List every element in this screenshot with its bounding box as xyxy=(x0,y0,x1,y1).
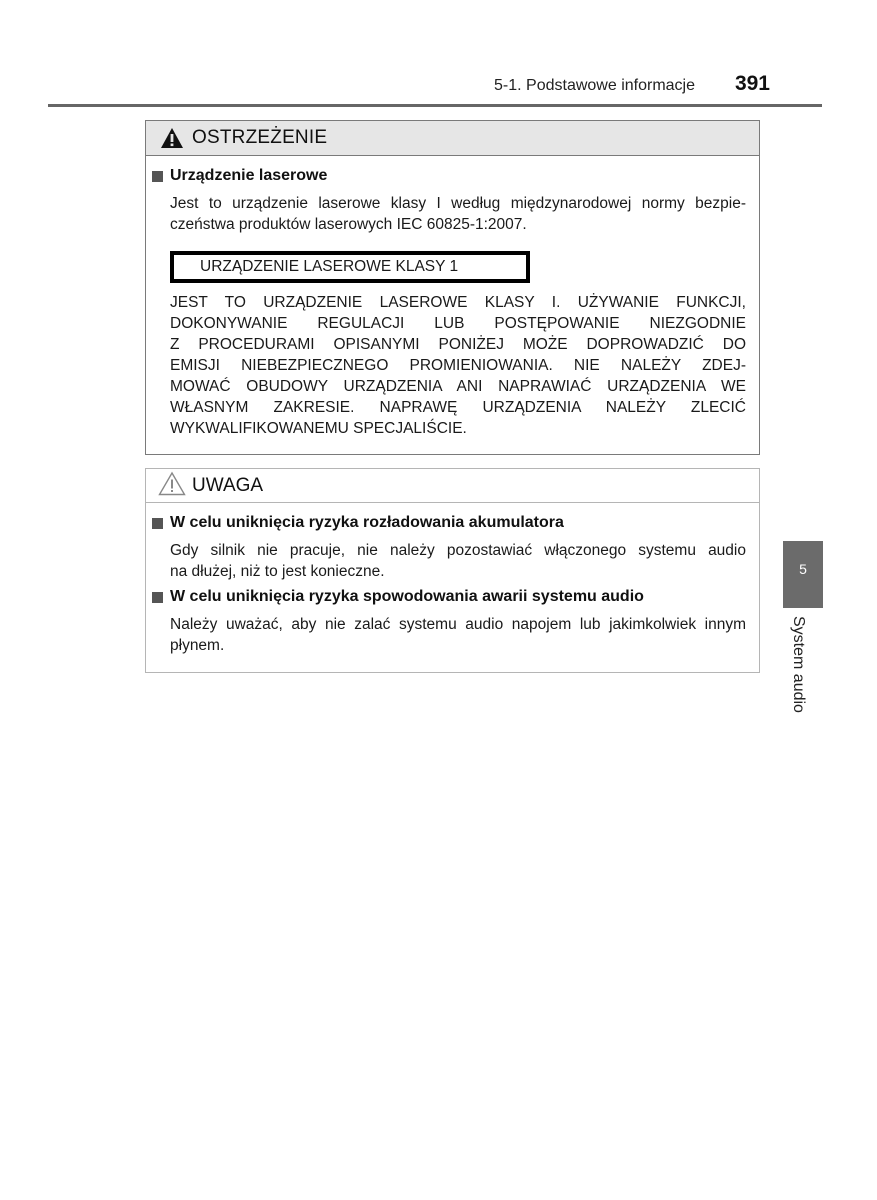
page-header xyxy=(48,70,822,107)
paragraph-line: czeństwa produktów laserowych IEC 60825-1:2007. xyxy=(170,216,527,233)
section-title: 5-1. Podstawowe informacje xyxy=(494,77,695,94)
paragraph-line: płynem. xyxy=(170,637,225,654)
laser-caution-text xyxy=(170,292,746,439)
bullet-square-icon xyxy=(152,518,163,529)
caps-line: MOWAĆ OBUDOWY URZĄDZENIA ANI NAPRAWIAĆ URZĄDZENIA WE xyxy=(170,378,746,395)
notice-header xyxy=(146,469,759,503)
caps-line: Z PROCEDURAMI OPISANYMI PONIŻEJ MOŻE DOPROWADZIĆ DO xyxy=(170,336,746,353)
caps-line: JEST TO URZĄDZENIE LASEROWE KLASY I. UŻYWANIE FUNKCJI, xyxy=(170,294,746,311)
warning-box xyxy=(145,120,760,455)
paragraph-line: na dłużej, niż to jest konieczne. xyxy=(170,563,385,580)
item-heading-text: Urządzenie laserowe xyxy=(170,167,328,184)
paragraph-line: Gdy silnik nie pracuje, nie należy pozostawiać włączonego systemu audio xyxy=(170,542,746,559)
page-number: 391 xyxy=(734,72,770,95)
caps-line: EMISJI NIEBEZPIECZNEGO PROMIENIOWANIA. NIE NALEŻY ZDEJ- xyxy=(170,357,746,374)
caps-line: WŁASNYM ZAKRESIE. NAPRAWĘ URZĄDZENIA NALEŻY ZLECIĆ xyxy=(170,399,746,416)
caps-line: DOKONYWANIE REGULACJI LUB POSTĘPOWANIE NIEZGODNIE xyxy=(170,315,746,332)
bullet-square-icon xyxy=(152,171,163,182)
item-heading-text: W celu uniknięcia ryzyka spowodowania awarii systemu audio xyxy=(170,588,644,605)
item-heading-malfunction xyxy=(152,588,644,606)
paragraph-line: Należy uważać, aby nie zalać systemu audio napojem lub jakimkolwiek innym xyxy=(170,616,746,633)
notice-title: UWAGA xyxy=(192,474,264,496)
warning-header xyxy=(146,121,759,156)
chapter-label: System audio xyxy=(790,616,807,713)
warning-triangle-filled-icon xyxy=(160,127,184,149)
caps-line: WYKWALIFIKOWANEMU SPECJALIŚCIE. xyxy=(170,420,467,437)
paragraph-line: Jest to urządzenie laserowe klasy I według międzynarodowej normy bezpie- xyxy=(170,195,746,212)
battery-description xyxy=(170,540,746,582)
notice-box xyxy=(145,468,760,673)
item-heading-laser xyxy=(152,167,327,185)
item-heading-text: W celu uniknięcia ryzyka rozładowania akumulatora xyxy=(170,514,564,531)
bullet-square-icon xyxy=(152,592,163,603)
warning-title: OSTRZEŻENIE xyxy=(192,127,328,148)
laser-class-label: URZĄDZENIE LASEROWE KLASY 1 xyxy=(170,251,530,283)
item-heading-battery xyxy=(152,514,564,532)
warning-triangle-outline-icon xyxy=(158,471,186,501)
chapter-number: 5 xyxy=(799,561,807,577)
chapter-tab xyxy=(783,541,823,608)
laser-description xyxy=(170,193,746,235)
malfunction-description xyxy=(170,614,746,656)
